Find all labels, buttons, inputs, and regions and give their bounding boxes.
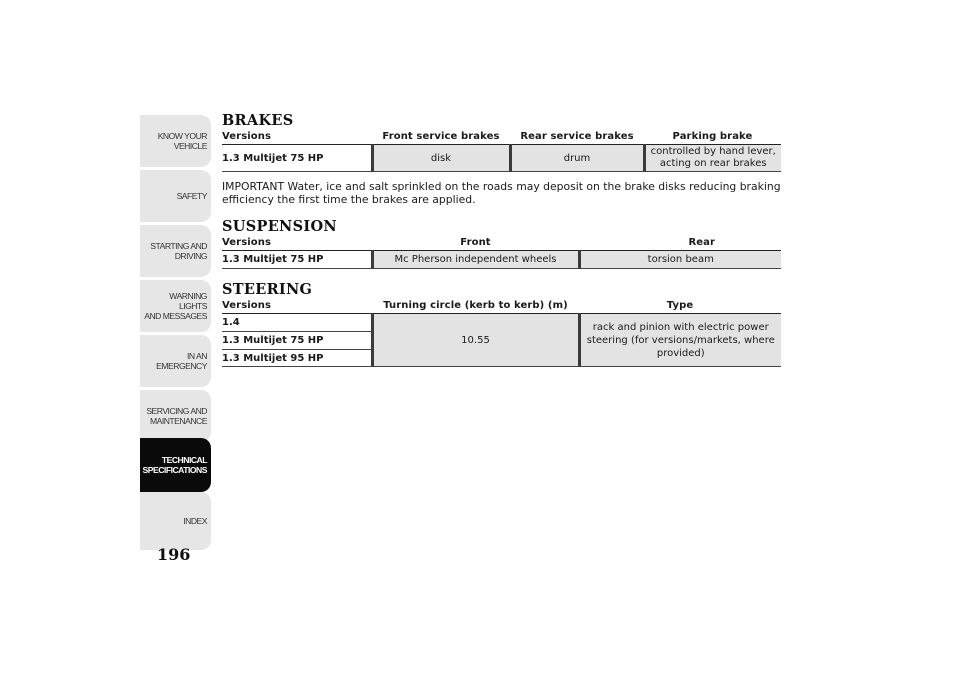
turning-circle-cell: 10.55 [372, 314, 579, 367]
tab-warning-lights[interactable]: WARNING LIGHTS AND MESSAGES [140, 280, 211, 332]
tab-starting-and-driving[interactable]: STARTING AND DRIVING [140, 225, 211, 277]
table-row [222, 314, 781, 332]
column-header: Parking brake [644, 129, 781, 145]
brakes-important-note: IMPORTANT Water, ice and salt sprinkled on the roads may deposit on the brake disks reducing braking efficiency the first time the brakes are applied. [222, 180, 781, 206]
table-header-row [222, 298, 781, 314]
column-header: Rear [579, 235, 781, 251]
parking-brake-cell: controlled by hand lever, acting on rear brakes [644, 145, 781, 172]
tab-safety[interactable]: SAFETY [140, 170, 211, 222]
rear-brakes-cell: drum [510, 145, 644, 172]
column-header: Versions [222, 298, 372, 314]
version-cell: 1.3 Multijet 75 HP [222, 145, 372, 172]
rear-suspension-cell: torsion beam [579, 251, 781, 269]
version-cell: 1.4 [222, 314, 372, 332]
table-header-row [222, 129, 781, 145]
table-header-row [222, 235, 781, 251]
brakes-table [222, 129, 781, 172]
version-cell: 1.3 Multijet 75 HP [222, 332, 372, 350]
table-row [222, 251, 781, 269]
tab-technical-specifications[interactable]: TECHNICAL SPECIFICATIONS [140, 438, 211, 492]
brakes-heading: BRAKES [222, 112, 294, 129]
column-header: Front [372, 235, 579, 251]
tab-servicing-and-maintenance[interactable]: SERVICING AND MAINTENANCE [140, 390, 211, 442]
tab-in-an-emergency[interactable]: IN AN EMERGENCY [140, 335, 211, 387]
column-header: Front service brakes [372, 129, 510, 145]
column-header: Type [579, 298, 781, 314]
tab-know-your-vehicle[interactable]: KNOW YOUR VEHICLE [140, 115, 211, 167]
table-row [222, 145, 781, 172]
version-cell: 1.3 Multijet 95 HP [222, 350, 372, 367]
front-brakes-cell: disk [372, 145, 510, 172]
column-header: Turning circle (kerb to kerb) (m) [372, 298, 579, 314]
steering-heading: STEERING [222, 281, 313, 298]
column-header: Rear service brakes [510, 129, 644, 145]
front-suspension-cell: Mc Pherson independent wheels [372, 251, 579, 269]
column-header: Versions [222, 235, 372, 251]
version-cell: 1.3 Multijet 75 HP [222, 251, 372, 269]
column-header: Versions [222, 129, 372, 145]
tab-index[interactable]: INDEX [140, 492, 211, 550]
steering-type-cell: rack and pinion with electric power steering (for versions/markets, where provided) [579, 314, 781, 367]
page-number: 196 [157, 545, 191, 564]
steering-table [222, 298, 781, 367]
main-content [222, 112, 781, 367]
suspension-heading: SUSPENSION [222, 218, 337, 235]
suspension-table [222, 235, 781, 269]
